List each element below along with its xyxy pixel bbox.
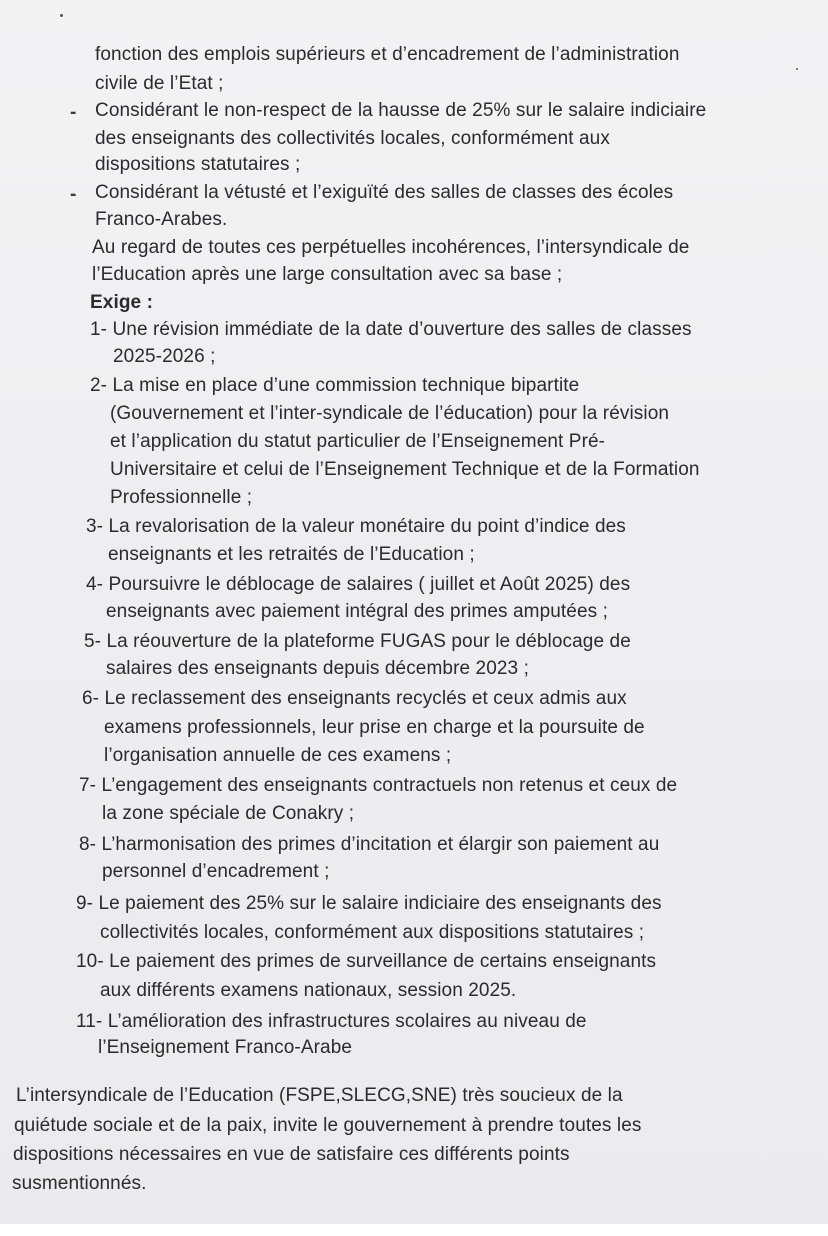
demand-line: 2- La mise en place d’une commission technique bipartite <box>90 375 580 396</box>
intro-line: fonction des emplois supérieurs et d’encadrement de l’administration <box>95 44 680 65</box>
demand-line: l’organisation annuelle de ces examens ; <box>104 745 452 766</box>
regard-line: l’Education après une large consultation avec sa base ; <box>92 264 563 285</box>
demand-line: 10- Le paiement des primes de surveillance de certains enseignants <box>76 951 657 972</box>
demand-line: 9- Le paiement des 25% sur le salaire indiciaire des enseignants des <box>76 893 662 914</box>
page-bottom-edge <box>0 1224 828 1236</box>
consideration-line: Considérant la vétusté et l’exiguïté des salles de classes des écoles <box>95 182 674 203</box>
demand-line: l’Enseignement Franco-Arabe <box>98 1037 353 1058</box>
consideration-line: Franco-Arabes. <box>95 209 228 230</box>
consideration-line: Considérant le non-respect de la hausse de 25% sur le salaire indiciaire <box>95 100 707 121</box>
demand-line: 8- L’harmonisation des primes d’incitation et élargir son paiement au <box>79 834 660 855</box>
demand-line: Universitaire et celui de l’Enseignement Technique et de la Formation <box>110 459 700 480</box>
demand-line: aux différents examens nationaux, session 2025. <box>100 980 517 1001</box>
intro-line: civile de l’Etat ; <box>95 73 224 94</box>
consideration-bullet: - <box>70 102 77 123</box>
demand-line: la zone spéciale de Conakry ; <box>102 803 355 824</box>
consideration-line: dispositions statutaires ; <box>95 154 301 175</box>
demand-line: enseignants avec paiement intégral des primes amputées ; <box>106 601 608 622</box>
closing-line: dispositions nécessaires en vue de satisfaire ces différents points <box>13 1144 570 1165</box>
demand-line: 1- Une révision immédiate de la date d’ouverture des salles de classes <box>90 319 692 340</box>
paper-speck <box>796 68 798 70</box>
consideration-bullet: - <box>70 184 77 205</box>
demand-line: et l’application du statut particulier de l’Enseignement Pré- <box>110 431 606 452</box>
demand-line: 11- L’amélioration des infrastructures scolaires au niveau de <box>76 1011 587 1032</box>
demand-line: examens professionnels, leur prise en charge et la poursuite de <box>104 717 645 738</box>
demand-line: (Gouvernement et l’inter-syndicale de l’éducation) pour la révision <box>110 403 670 424</box>
demand-line: salaires des enseignants depuis décembre 2023 ; <box>106 658 529 679</box>
closing-line: susmentionnés. <box>12 1173 147 1194</box>
closing-line: L’intersyndicale de l’Education (FSPE,SLECG,SNE) très soucieux de la <box>16 1085 623 1106</box>
regard-line: Au regard de toutes ces perpétuelles incohérences, l’intersyndicale de <box>92 237 690 258</box>
demand-line: 4- Poursuivre le déblocage de salaires ( juillet et Août 2025) des <box>86 574 631 595</box>
demand-line: 3- La revalorisation de la valeur monétaire du point d’indice des <box>86 516 626 537</box>
demand-line: 6- Le reclassement des enseignants recyclés et ceux admis aux <box>82 688 627 709</box>
demand-line: 5- La réouverture de la plateforme FUGAS pour le déblocage de <box>84 631 631 652</box>
demand-line: personnel d’encadrement ; <box>102 861 330 882</box>
paper-speck <box>60 14 63 17</box>
demand-line: collectivités locales, conformément aux dispositions statutaires ; <box>100 922 645 943</box>
demand-line: 2025-2026 ; <box>113 346 216 367</box>
demand-line: enseignants et les retraités de l’Education ; <box>108 544 475 565</box>
exige-heading: Exige : <box>90 292 153 313</box>
demand-line: Professionnelle ; <box>110 487 253 508</box>
closing-line: quiétude sociale et de la paix, invite le gouvernement à prendre toutes les <box>14 1115 642 1136</box>
consideration-line: des enseignants des collectivités locales, conformément aux <box>95 128 610 149</box>
demand-line: 7- L’engagement des enseignants contractuels non retenus et ceux de <box>79 775 678 796</box>
